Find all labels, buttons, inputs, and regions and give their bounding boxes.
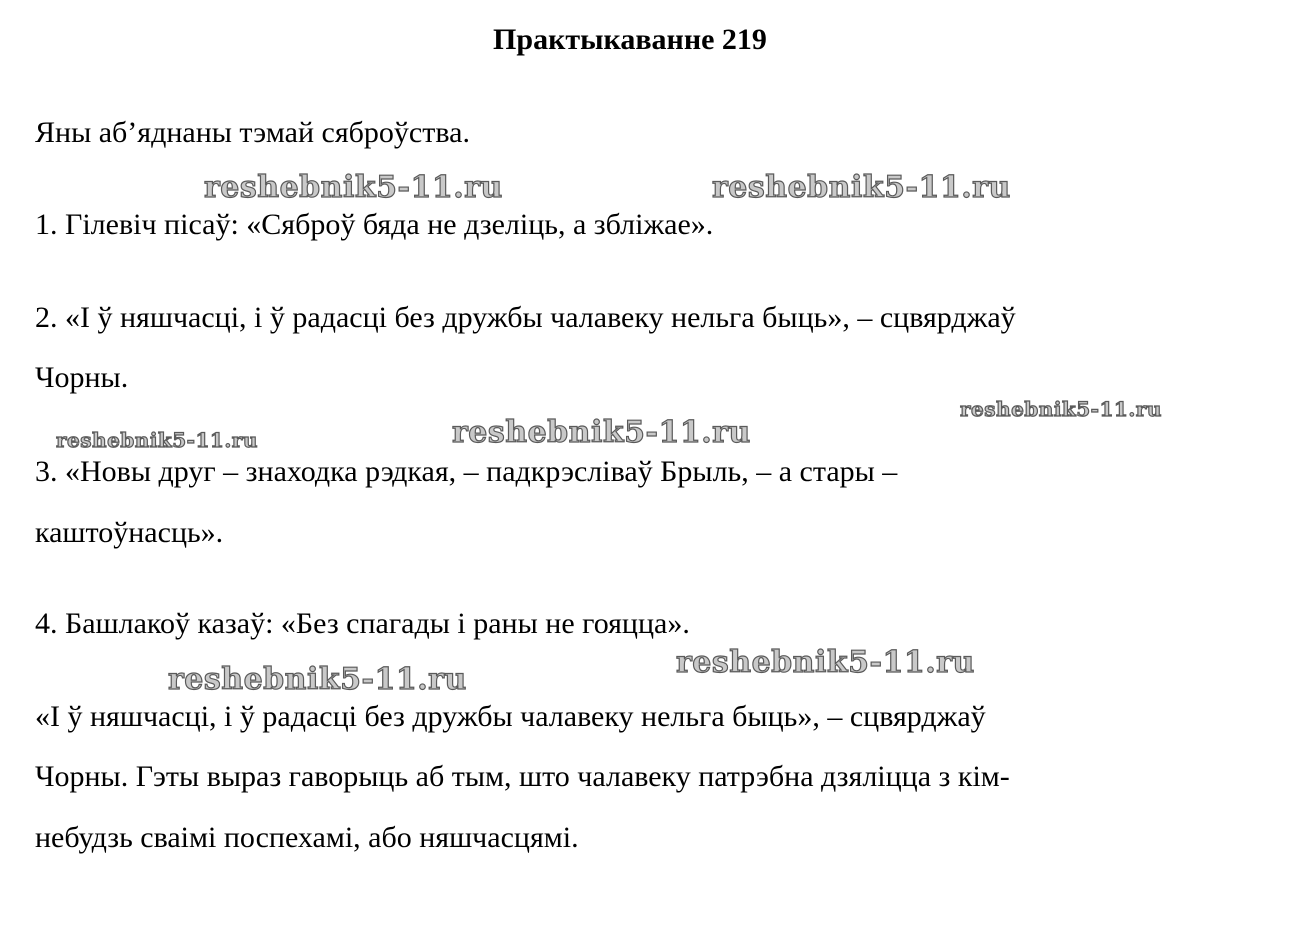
watermark-text: reshebnik5-11.ru xyxy=(56,428,258,452)
watermark-text: reshebnik5-11.ru xyxy=(452,415,751,450)
watermark-text: reshebnik5-11.ru xyxy=(168,662,467,697)
answer-text-line-3: небудзь сваімі поспехамі, або няшчасцямі. xyxy=(35,821,579,854)
item-4-text: 4. Башлакоў казаў: «Без спагады і раны не гояцца». xyxy=(35,607,690,640)
watermark-text: reshebnik5-11.ru xyxy=(960,397,1162,421)
item-3-text-line-2: каштоўнасць». xyxy=(35,516,224,549)
watermark-text: reshebnik5-11.ru xyxy=(676,645,975,680)
item-1-text: 1. Гілевіч пісаў: «Сяброў бяда не дзеліць, а зблiжае». xyxy=(35,208,714,241)
item-2-text-line-1: 2. «І ў няшчасці, і ў радасці без дружбы чалавеку нельга быць», – сцвярджаў xyxy=(35,301,1016,334)
item-3-text-line-1: 3. «Новы друг – знаходка рэдкая, – падкрэсліваў Брыль, – а стары – xyxy=(35,455,898,488)
item-2-text-line-2: Чорны. xyxy=(35,361,129,394)
watermark-text: reshebnik5-11.ru xyxy=(712,170,1011,205)
intro-text: Яны аб’яднаны тэмай сяброўства. xyxy=(35,116,470,149)
page-title: Практыкаванне 219 xyxy=(493,23,767,56)
answer-text-line-2: Чорны. Гэты выраз гаворыць аб тым, што чалавеку патрэбна дзяліцца з кім- xyxy=(35,760,1010,793)
answer-text-line-1: «І ў няшчасці, і ў радасці без дружбы чалавеку нельга быць», – сцвярджаў xyxy=(35,700,986,733)
watermark-text: reshebnik5-11.ru xyxy=(204,170,503,205)
